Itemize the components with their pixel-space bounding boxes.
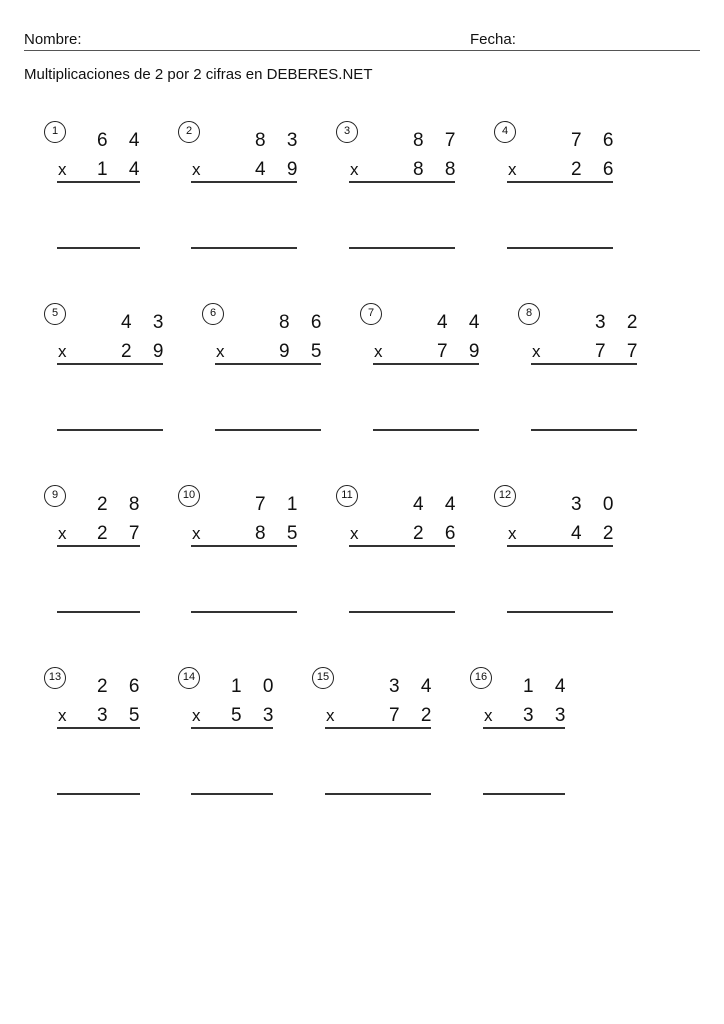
answer-line bbox=[349, 611, 455, 613]
multiplier: 2 6 bbox=[413, 523, 464, 544]
product-rule bbox=[57, 181, 140, 183]
product-rule bbox=[57, 363, 163, 365]
times-sign: x bbox=[484, 706, 493, 725]
times-sign: x bbox=[374, 342, 383, 361]
times-sign: x bbox=[192, 160, 201, 179]
times-sign: x bbox=[58, 706, 67, 725]
multiplicand: 6 4 bbox=[97, 130, 148, 151]
multiplier: 1 4 bbox=[97, 159, 148, 180]
answer-line bbox=[191, 611, 297, 613]
problem-number-badge: 11 bbox=[336, 485, 358, 507]
answer-line bbox=[57, 611, 140, 613]
product-rule bbox=[373, 363, 479, 365]
problem-number-badge: 7 bbox=[360, 303, 382, 325]
multiplier: 8 8 bbox=[413, 159, 464, 180]
times-sign: x bbox=[326, 706, 335, 725]
problem-number-badge: 6 bbox=[202, 303, 224, 325]
product-rule bbox=[349, 181, 455, 183]
page-subtitle: Multiplicaciones de 2 por 2 cifras en DEBERES.NET bbox=[24, 66, 373, 83]
multiplicand: 4 4 bbox=[437, 312, 488, 333]
problem-number-badge: 10 bbox=[178, 485, 200, 507]
multiplicand: 3 0 bbox=[571, 494, 622, 515]
multiplier: 2 9 bbox=[121, 341, 172, 362]
product-rule bbox=[57, 727, 140, 729]
answer-line bbox=[507, 611, 613, 613]
answer-line bbox=[325, 793, 431, 795]
times-sign: x bbox=[192, 706, 201, 725]
product-rule bbox=[191, 727, 273, 729]
multiplier: 3 3 bbox=[523, 705, 574, 726]
multiplier: 2 7 bbox=[97, 523, 148, 544]
multiplier: 4 9 bbox=[255, 159, 306, 180]
product-rule bbox=[215, 363, 321, 365]
multiplier: 3 5 bbox=[97, 705, 148, 726]
problem-number-badge: 8 bbox=[518, 303, 540, 325]
answer-line bbox=[349, 247, 455, 249]
multiplicand: 8 6 bbox=[279, 312, 330, 333]
product-rule bbox=[507, 545, 613, 547]
multiplier: 4 2 bbox=[571, 523, 622, 544]
times-sign: x bbox=[532, 342, 541, 361]
problem-number-badge: 14 bbox=[178, 667, 200, 689]
times-sign: x bbox=[58, 342, 67, 361]
answer-line bbox=[531, 429, 637, 431]
multiplicand: 4 4 bbox=[413, 494, 464, 515]
multiplier: 8 5 bbox=[255, 523, 306, 544]
problem-number-badge: 15 bbox=[312, 667, 334, 689]
answer-line bbox=[507, 247, 613, 249]
times-sign: x bbox=[58, 160, 67, 179]
problem-number-badge: 16 bbox=[470, 667, 492, 689]
times-sign: x bbox=[508, 160, 517, 179]
times-sign: x bbox=[192, 524, 201, 543]
product-rule bbox=[483, 727, 565, 729]
product-rule bbox=[191, 545, 297, 547]
product-rule bbox=[325, 727, 431, 729]
answer-line bbox=[57, 429, 163, 431]
multiplier: 7 9 bbox=[437, 341, 488, 362]
times-sign: x bbox=[508, 524, 517, 543]
problem-number-badge: 5 bbox=[44, 303, 66, 325]
multiplicand: 3 2 bbox=[595, 312, 646, 333]
multiplicand: 7 6 bbox=[571, 130, 622, 151]
multiplier: 2 6 bbox=[571, 159, 622, 180]
product-rule bbox=[349, 545, 455, 547]
multiplicand: 1 0 bbox=[231, 676, 282, 697]
answer-line bbox=[373, 429, 479, 431]
multiplicand: 2 8 bbox=[97, 494, 148, 515]
date-label: Fecha: bbox=[470, 31, 516, 48]
multiplicand: 3 4 bbox=[389, 676, 440, 697]
multiplicand: 2 6 bbox=[97, 676, 148, 697]
name-label: Nombre: bbox=[24, 31, 82, 48]
times-sign: x bbox=[216, 342, 225, 361]
problem-number-badge: 2 bbox=[178, 121, 200, 143]
answer-line bbox=[215, 429, 321, 431]
multiplicand: 7 1 bbox=[255, 494, 306, 515]
answer-line bbox=[57, 247, 140, 249]
multiplier: 9 5 bbox=[279, 341, 330, 362]
multiplier: 7 2 bbox=[389, 705, 440, 726]
problem-number-badge: 12 bbox=[494, 485, 516, 507]
multiplicand: 8 7 bbox=[413, 130, 464, 151]
answer-line bbox=[483, 793, 565, 795]
multiplier: 5 3 bbox=[231, 705, 282, 726]
multiplicand: 8 3 bbox=[255, 130, 306, 151]
answer-line bbox=[57, 793, 140, 795]
product-rule bbox=[507, 181, 613, 183]
problem-number-badge: 1 bbox=[44, 121, 66, 143]
multiplier: 7 7 bbox=[595, 341, 646, 362]
problem-number-badge: 3 bbox=[336, 121, 358, 143]
product-rule bbox=[531, 363, 637, 365]
multiplicand: 4 3 bbox=[121, 312, 172, 333]
times-sign: x bbox=[58, 524, 67, 543]
product-rule bbox=[191, 181, 297, 183]
header-rule bbox=[24, 50, 700, 51]
multiplicand: 1 4 bbox=[523, 676, 574, 697]
product-rule bbox=[57, 545, 140, 547]
answer-line bbox=[191, 247, 297, 249]
problem-number-badge: 9 bbox=[44, 485, 66, 507]
answer-line bbox=[191, 793, 273, 795]
times-sign: x bbox=[350, 160, 359, 179]
problem-number-badge: 13 bbox=[44, 667, 66, 689]
times-sign: x bbox=[350, 524, 359, 543]
problem-number-badge: 4 bbox=[494, 121, 516, 143]
